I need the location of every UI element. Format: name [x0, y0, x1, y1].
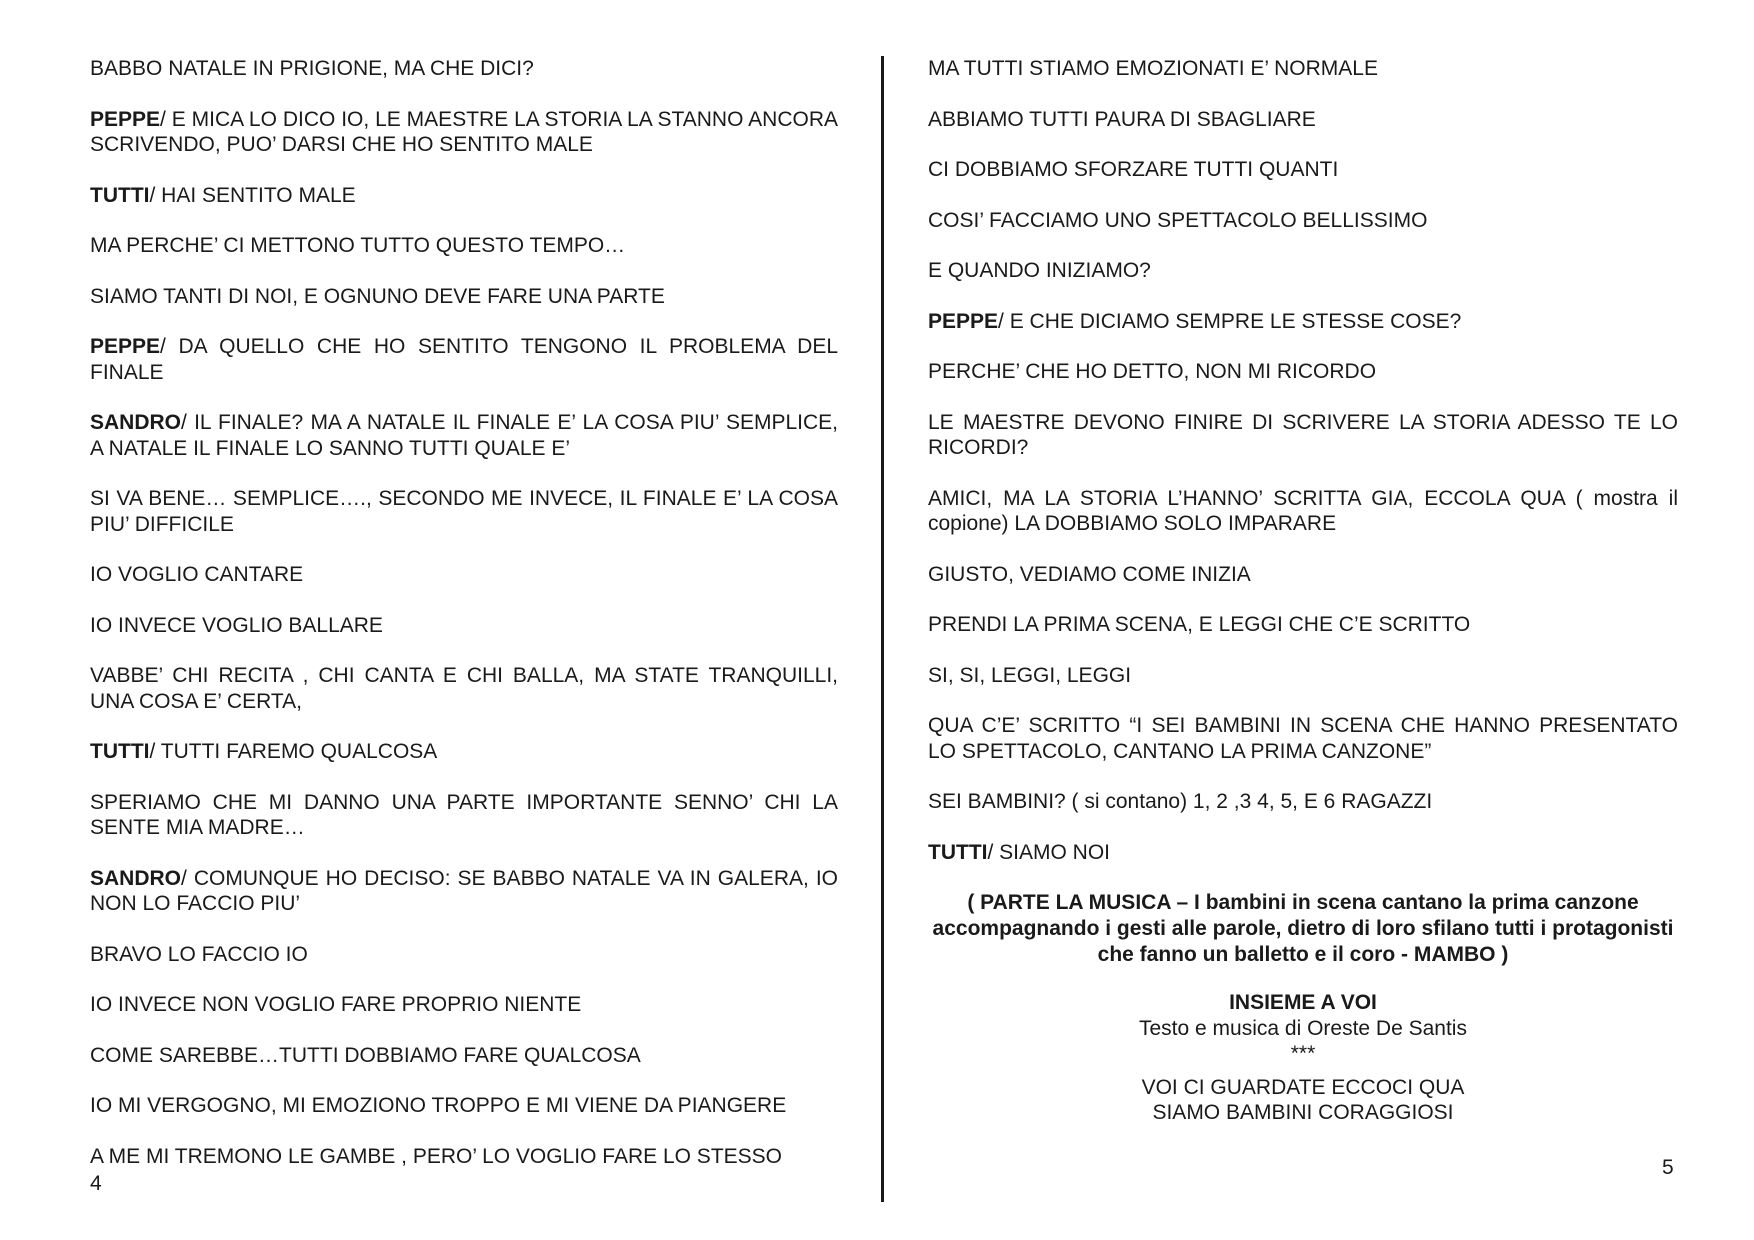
speaker-name: TUTTI — [90, 183, 150, 207]
script-line — [90, 284, 838, 310]
page-number-left: 4 — [90, 1172, 102, 1195]
script-line — [928, 612, 1678, 638]
script-line — [928, 486, 1678, 537]
stage-direction: ( PARTE LA MUSICA – I bambini in scena cantano la prima canzone accompagnando i gesti alle parole, dietro di loro sfilano tutti i protagonisti che fanno un balletto e il coro - MAMBO ) — [932, 891, 1674, 966]
line-text: / TUTTI FAREMO QUALCOSA — [149, 740, 438, 763]
line-text: IO INVECE VOGLIO BALLARE — [90, 613, 383, 637]
script-line — [90, 790, 838, 841]
line-text: / E MICA LO DICO IO, LE MAESTRE LA STORIA LA STANNO ANCORA SCRIVENDO, PUO’ DARSI CHE HO SENTITO MALE — [90, 107, 838, 156]
script-line — [90, 663, 838, 714]
song-title: INSIEME A VOI — [1229, 991, 1377, 1014]
speaker-name: PEPPE — [928, 309, 999, 333]
speaker-name: SANDRO — [90, 866, 182, 890]
script-line — [928, 410, 1678, 461]
page-number-right: 5 — [1662, 1156, 1674, 1179]
script-line — [90, 942, 838, 968]
left-page — [90, 56, 838, 1194]
line-text: / HAI SENTITO MALE — [149, 183, 356, 207]
line-text: BRAVO LO FACCIO IO — [90, 942, 308, 966]
script-line — [928, 258, 1678, 284]
song-separator: *** — [1290, 1042, 1316, 1065]
right-page — [928, 56, 1678, 1126]
line-text: / SIAMO NOI — [987, 840, 1110, 864]
line-text: / DA QUELLO CHE HO SENTITO TENGONO IL PROBLEMA DEL FINALE — [90, 335, 838, 384]
line-text: PERCHE’ CHE HO DETTO, NON MI RICORDO — [928, 360, 1377, 383]
script-line — [928, 157, 1678, 183]
line-text: / COMUNQUE HO DECISO: SE BABBO NATALE VA IN GALERA, IO NON LO FACCIO PIU’ — [90, 866, 838, 915]
line-text: PRENDI LA PRIMA SCENA, E LEGGI CHE C’E SCRITTO — [928, 613, 1471, 636]
line-text: MA PERCHE’ CI METTONO TUTTO QUESTO TEMPO… — [90, 234, 626, 257]
script-line — [90, 233, 838, 259]
line-text: IO INVECE NON VOGLIO FARE PROPRIO NIENTE — [90, 993, 582, 1016]
speaker-name: TUTTI — [928, 840, 988, 864]
page-divider — [881, 56, 884, 1202]
script-line — [928, 789, 1678, 815]
line-text: CI DOBBIAMO SFORZARE TUTTI QUANTI — [928, 158, 1339, 181]
song-verse-line: SIAMO BAMBINI CORAGGIOSI — [1152, 1101, 1454, 1124]
speaker-name: PEPPE — [90, 107, 161, 131]
script-line — [90, 183, 838, 209]
line-text: ABBIAMO TUTTI PAURA DI SBAGLIARE — [928, 107, 1316, 131]
line-text: / IL FINALE? MA A NATALE IL FINALE E’ LA COSA PIU’ SEMPLICE, A NATALE IL FINALE LO SANNO TUTTI QUALE E’ — [90, 411, 838, 460]
script-line — [90, 410, 838, 461]
script-line — [90, 1043, 838, 1069]
script-line — [90, 613, 838, 639]
script-line — [928, 309, 1678, 335]
line-text: GIUSTO, VEDIAMO COME INIZIA — [928, 562, 1251, 586]
script-line — [928, 663, 1678, 689]
song-credit: Testo e musica di Oreste De Santis — [1139, 1016, 1467, 1040]
line-text: IO MI VERGOGNO, MI EMOZIONO TROPPO E MI VIENE DA PIANGERE — [90, 1094, 787, 1117]
line-text: / E CHE DICIAMO SEMPRE LE STESSE COSE? — [998, 309, 1462, 333]
speaker-name: PEPPE — [90, 335, 161, 358]
line-text: MA TUTTI STIAMO EMOZIONATI E’ NORMALE — [928, 57, 1378, 80]
line-text: LE MAESTRE DEVONO FINIRE DI SCRIVERE LA STORIA ADESSO TE LO RICORDI? — [928, 410, 1678, 459]
script-line — [928, 107, 1678, 133]
script-line — [90, 334, 838, 385]
line-text: AMICI, MA LA STORIA L’HANNO’ SCRITTA GIA, ECCOLA QUA ( mostra il copione) LA DOBBIAMO SOLO IMPARARE — [928, 486, 1678, 535]
line-text: COSI’ FACCIAMO UNO SPETTACOLO BELLISSIMO — [928, 208, 1428, 232]
line-text: QUA C’E’ SCRITTO “I SEI BAMBINI IN SCENA CHE HANNO PRESENTATO LO SPETTACOLO, CANTANO LA PRIMA CANZONE” — [928, 714, 1678, 763]
script-line — [90, 1144, 838, 1170]
speaker-name: SANDRO — [90, 411, 182, 434]
script-line — [928, 56, 1678, 82]
script-line — [928, 713, 1678, 764]
line-text: E QUANDO INIZIAMO? — [928, 259, 1151, 282]
line-text: SPERIAMO CHE MI DANNO UNA PARTE IMPORTANTE SENNO’ CHI LA SENTE MIA MADRE… — [90, 790, 838, 839]
song-verse-line: VOI CI GUARDATE ECCOCI QUA — [1141, 1075, 1465, 1099]
line-text: SI VA BENE… SEMPLICE…., SECONDO ME INVECE, IL FINALE E’ LA COSA PIU’ DIFFICILE — [90, 487, 838, 536]
script-line — [928, 208, 1678, 234]
script-line — [90, 486, 838, 537]
script-line — [928, 359, 1678, 385]
line-text: COME SAREBBE…TUTTI DOBBIAMO FARE QUALCOSA — [90, 1043, 641, 1067]
line-text: BABBO NATALE IN PRIGIONE, MA CHE DICI? — [90, 57, 534, 80]
line-text: SIAMO TANTI DI NOI, E OGNUNO DEVE FARE UNA PARTE — [90, 284, 665, 308]
script-line — [90, 739, 838, 765]
line-text: IO VOGLIO CANTARE — [90, 563, 304, 586]
song-block — [928, 990, 1678, 1126]
line-text: SEI BAMBINI? ( si contano) 1, 2 ,3 4, 5, E 6 RAGAZZI — [928, 790, 1433, 813]
speaker-name: TUTTI — [90, 740, 150, 763]
line-text: SI, SI, LEGGI, LEGGI — [928, 663, 1132, 687]
script-line — [90, 866, 838, 917]
script-line — [90, 56, 838, 82]
line-text: VABBE’ CHI RECITA , CHI CANTA E CHI BALLA, MA STATE TRANQUILLI, UNA COSA E’ CERTA, — [90, 664, 838, 713]
script-line — [928, 562, 1678, 588]
script-line — [928, 840, 1678, 866]
script-line — [90, 992, 838, 1018]
script-line — [90, 562, 838, 588]
script-line — [90, 107, 838, 158]
script-line — [90, 1093, 838, 1119]
line-text: A ME MI TREMONO LE GAMBE , PERO’ LO VOGLIO FARE LO STESSO — [90, 1144, 782, 1168]
